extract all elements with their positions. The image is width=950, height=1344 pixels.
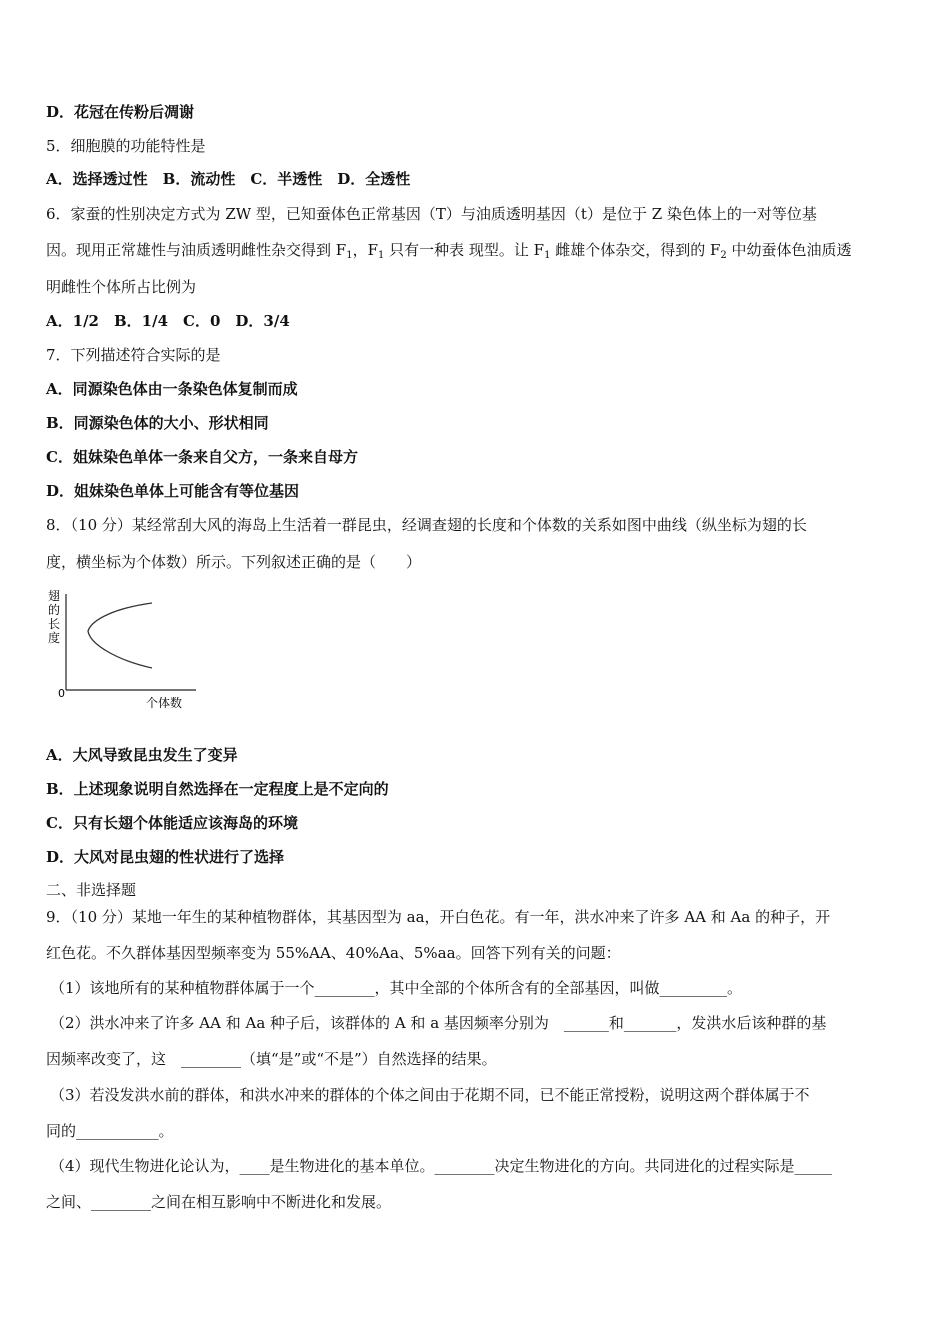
q9-stem-line1: 9．（10 分）某地一年生的某种植物群体，其基因型为 aa，开白色花。有一年，洪水冲来了许多 AA 和 Aa 的种子，开 [46, 908, 831, 926]
q7-option-c: C．姐妹染色单体一条来自父方，一条来自母方 [46, 448, 358, 466]
q8-option-c: C．只有长翅个体能适应该海岛的环境 [46, 814, 298, 832]
q9-part4-line1: （4）现代生物进化论认为，____是生物进化的基本单位。________决定生物进化的方向。共同进化的过程实际是_____ [50, 1157, 833, 1175]
q8-option-d: D．大风对昆虫翅的性状进行了选择 [46, 848, 285, 866]
y-label-char-1: 翅 [48, 589, 61, 603]
q9-part2-line2: 因频率改变了，这 ________（填“是”或“不是”）自然选择的结果。 [46, 1050, 497, 1068]
q8-option-a: A．大风导致昆虫发生了变异 [46, 746, 238, 764]
q7-option-d: D．姐妹染色单体上可能含有等位基因 [46, 482, 300, 500]
q7-option-b: B．同源染色体的大小、形状相同 [46, 414, 269, 432]
distribution-curve [88, 603, 152, 668]
wing-length-figure [46, 586, 206, 716]
q6-stem-line3: 明雌性个体所占比例为 [46, 278, 197, 296]
q7-option-a: A．同源染色体由一条染色体复制而成 [46, 380, 298, 398]
x-axis-label: 个体数 [146, 696, 183, 710]
q4-option-d: D．花冠在传粉后凋谢 [46, 103, 195, 121]
q9-part2-line1: （2）洪水冲来了许多 AA 和 Aa 种子后，该群体的 A 和 a 基因频率分别为 ______和_______，发洪水后该种群的基 [50, 1014, 827, 1032]
section-heading: 二、非选择题 [46, 881, 137, 899]
y-label-char-2: 的 [48, 603, 61, 617]
q6-stem-line1: 6．家蚕的性别决定方式为 ZW 型，已知蚕体色正常基因（T）与油质透明基因（t）是位于 Z 染色体上的一对等位基 [46, 205, 817, 223]
q9-stem-line2: 红色花。不久群体基因型频率变为 55%AA、40%Aa、5%aa。回答下列有关的问题： [46, 944, 621, 962]
y-label-char-3: 长 [48, 617, 61, 631]
q6-options: A．1/2 B．1/4 C．0 D．3/4 [46, 312, 290, 330]
q5-stem: 5．细胞膜的功能特性是 [46, 137, 206, 155]
q7-stem: 7．下列描述符合实际的是 [46, 346, 221, 364]
q6-stem-line2: 因。现用正常雄性与油质透明雌性杂交得到 $F_1$，$F_1$ 只有一种表 现型。让 $F_1$ 雌雄个体杂交，得到的 $F_2$ 中幼蚕体色油质透 [46, 241, 852, 261]
q9-part3-line2: 同的___________。 [46, 1122, 174, 1140]
q9-part1: （1）该地所有的某种植物群体属于一个________，其中全部的个体所含有的全部基因，叫做_________。 [50, 979, 743, 997]
y-label-char-4: 度 [48, 631, 61, 645]
q5-options: A．选择透过性 B．流动性 C．半透性 D．全透性 [46, 170, 411, 188]
q9-part3-line1: （3）若没发洪水前的群体，和洪水冲来的群体的个体之间由于花期不同，已不能正常授粉，说明这两个群体属于不 [50, 1086, 810, 1104]
origin-label: 0 [58, 687, 65, 700]
q8-option-b: B．上述现象说明自然选择在一定程度上是不定向的 [46, 780, 389, 798]
q8-stem-line2: 度，横坐标为个体数）所示。下列叙述正确的是（ ） [46, 553, 422, 571]
q9-part4-line2: 之间、________之间在相互影响中不断进化和发展。 [46, 1193, 392, 1211]
q8-stem-line1: 8．（10 分）某经常刮大风的海岛上生活着一群昆虫，经调查翅的长度和个体数的关系如图中曲线（纵坐标为翅的长 [46, 516, 807, 534]
